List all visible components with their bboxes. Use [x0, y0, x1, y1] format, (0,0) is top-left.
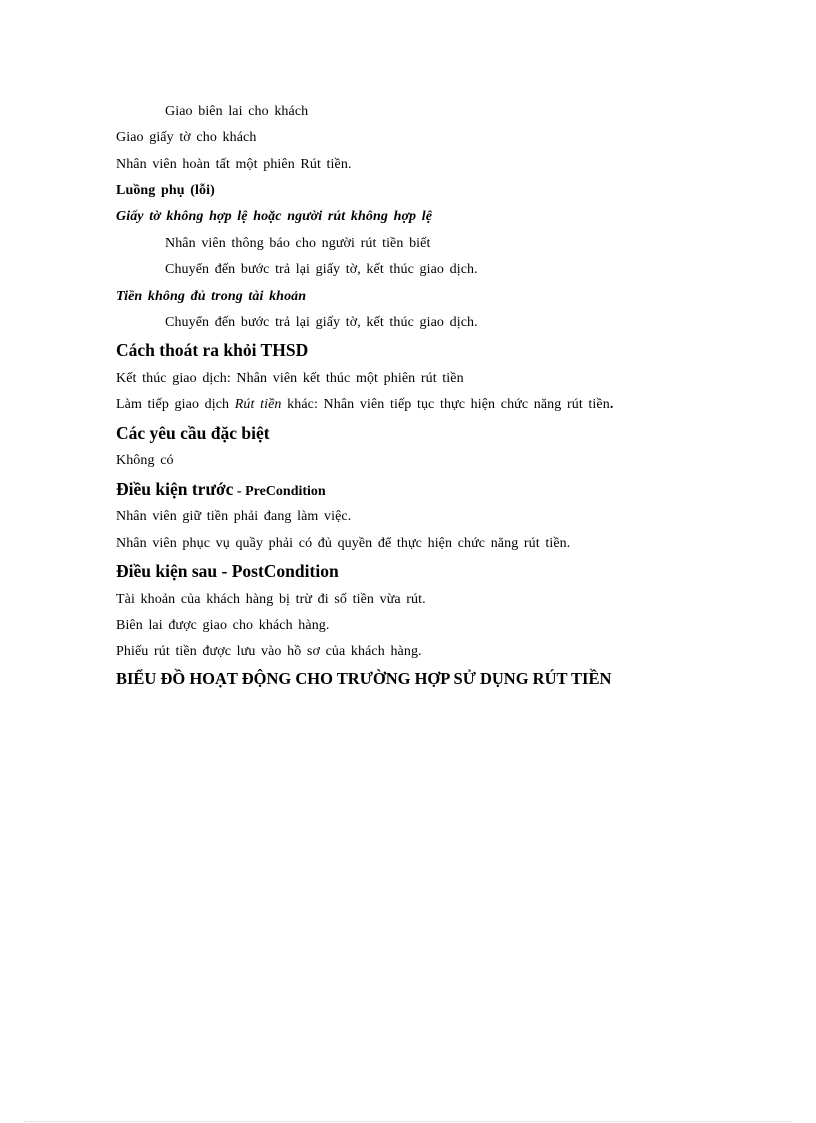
postcondition-item-1: Tài khoản của khách hàng bị trừ đi số tiền vừa rút. — [116, 592, 426, 607]
exit-option-end: Kết thúc giao dịch: Nhân viên kết thúc một phiên rút tiền — [116, 371, 464, 386]
postcondition-item-3: Phiếu rút tiền được lưu vào hồ sơ của khách hàng. — [116, 644, 422, 659]
step-return-documents-1: Chuyển đến bước trả lại giấy tờ, kết thúc giao dịch. — [165, 262, 478, 277]
exit-option-continue — [116, 398, 613, 412]
step-give-receipt: Giao biên lai cho khách — [165, 104, 309, 119]
section-postcondition-heading: Điều kiện sau - PostCondition — [116, 561, 339, 581]
precondition-item-2: Nhân viên phục vụ quầy phải có đủ quyền để thực hiện chức năng rút tiền. — [116, 536, 571, 551]
section-exit-heading: Cách thoát ra khỏi THSD — [116, 340, 309, 360]
exit-option-continue-italic: Rút tiền — [234, 397, 282, 412]
section-special-requirements-heading: Các yêu cầu đặc biệt — [116, 423, 270, 443]
precondition-item-1: Nhân viên giữ tiền phải đang làm việc. — [116, 509, 352, 524]
exit-option-continue-period: . — [609, 397, 614, 412]
activity-diagram-title: BIỂU ĐỒ HOẠT ĐỘNG CHO TRƯỜNG HỢP SỬ DỤNG RÚT TIỀN — [116, 669, 612, 688]
step-return-documents-2: Chuyển đến bước trả lại giấy tờ, kết thúc giao dịch. — [165, 315, 478, 330]
precondition-subtitle: - PreCondition — [233, 484, 326, 499]
error-invalid-docs-heading: Giấy tờ không hợp lệ hoặc người rút không hợp lệ — [116, 209, 433, 224]
precondition-title: Điều kiện trước — [116, 479, 234, 499]
error-insufficient-funds-heading: Tiền không đủ trong tài khoản — [116, 289, 307, 304]
special-requirements-none: Không có — [116, 453, 174, 468]
postcondition-item-2: Biên lai được giao cho khách hàng. — [116, 618, 330, 633]
exit-option-continue-part1: Làm tiếp giao dịch — [116, 397, 235, 412]
step-complete-session: Nhân viên hoàn tất một phiên Rút tiền. — [116, 157, 352, 172]
subflow-heading: Luồng phụ (lỗi) — [116, 183, 215, 198]
step-notify-withdrawer: Nhân viên thông báo cho người rút tiền biết — [165, 236, 431, 251]
exit-option-continue-part2: khác: Nhân viên tiếp tục thực hiện chức năng rút tiền — [281, 397, 610, 412]
section-precondition-heading — [116, 481, 326, 499]
step-give-documents: Giao giấy tờ cho khách — [116, 130, 257, 145]
page-bottom-rule — [24, 1121, 792, 1122]
